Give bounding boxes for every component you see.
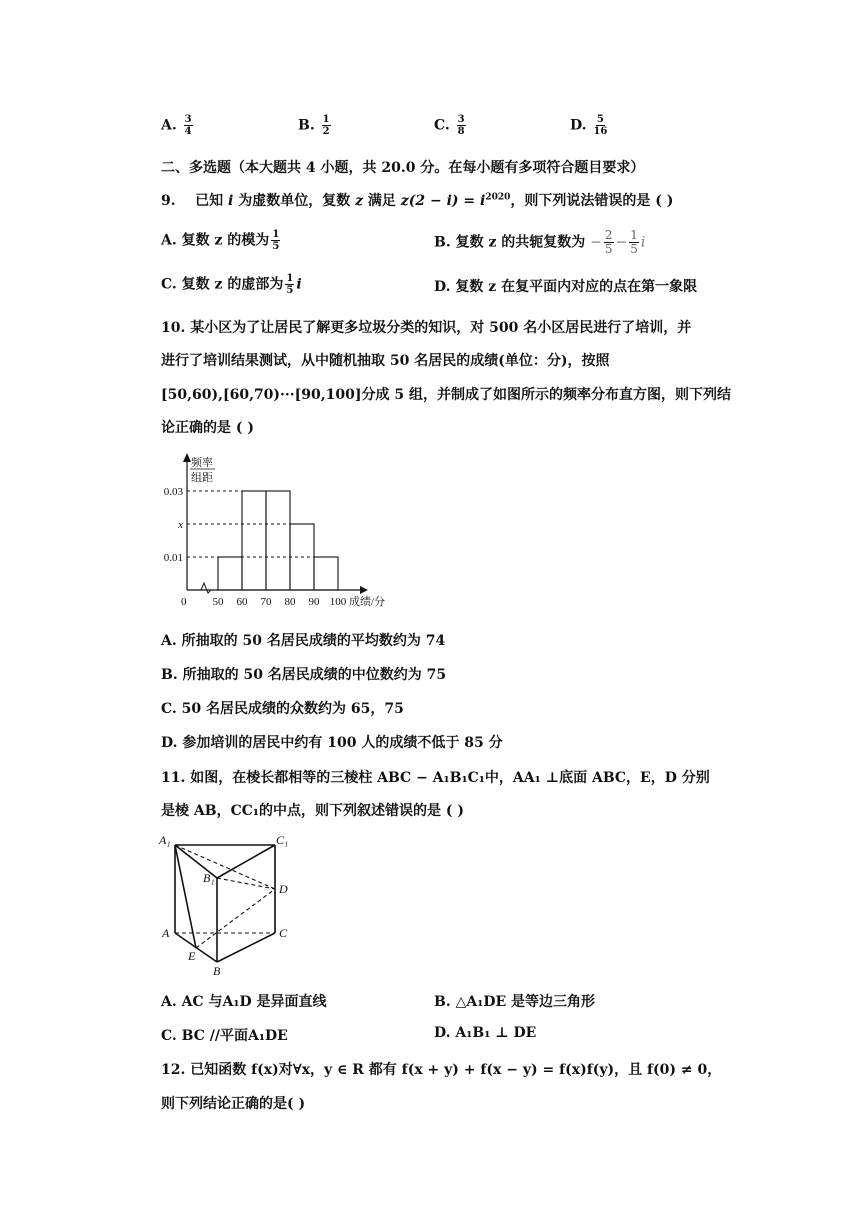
q11-option-c: C. BC //平面A₁DE xyxy=(161,1028,288,1044)
q11-option-b: B. △A₁DE 是等边三角形 xyxy=(434,994,596,1010)
q8-option-b: B. $\frac{1}{2}$ xyxy=(298,114,330,137)
label-b1: B₁ xyxy=(203,871,215,885)
x-tick-label: 60 xyxy=(236,596,248,608)
x-axis-label: 成绩/分 xyxy=(349,596,386,608)
q12-line-1: 12. 已知函数 f(x)对∀x，y ∈ R 都有 f(x + y) + f(x − y) = f(x)f(y)，且 f(0) ≠ 0， xyxy=(161,1062,722,1078)
x-tick-label: 80 xyxy=(284,596,296,608)
q11-option-a: A. AC 与A₁D 是异面直线 xyxy=(161,994,327,1010)
label-e: E xyxy=(188,949,196,963)
q8-option-c: C. $\frac{3}{8}$ xyxy=(434,114,465,137)
y-label-denominator: 组距 xyxy=(191,472,213,484)
q10-option-b: B. 所抽取的 50 名居民成绩的中位数约为 75 xyxy=(161,667,447,683)
x-tick-label: 70 xyxy=(260,596,272,608)
edge-b1c1 xyxy=(217,845,275,878)
q10-line-3: [50,60),[60,70)···[90,100]分成 5 组，并制成了如图所示的频率分布直方图，则下列结 xyxy=(161,387,731,403)
histogram-bar xyxy=(314,557,338,590)
label-c: C xyxy=(279,926,288,940)
q8-option-b-fraction: $\frac{1}{2}$ xyxy=(322,114,330,137)
q9-option-c: C. 复数 z 的虚部为 $\frac{1}{5}$ i xyxy=(161,273,302,296)
q10-option-a: A. 所抽取的 50 名居民成绩的平均数约为 74 xyxy=(161,633,446,649)
section-heading: 二、多选题（本大题共 4 小题，共 20.0 分。在每小题有多项符合题目要求） xyxy=(161,160,645,176)
x-tick-label: 50 xyxy=(212,596,224,608)
q8-option-a: A. $\frac{3}{4}$ xyxy=(161,114,192,137)
prism-figure xyxy=(155,830,305,978)
q10-line-1: 10. 某小区为了让居民了解更多垃圾分类的知识，对 500 名小区居民进行了培训，并 xyxy=(161,320,692,336)
q10-option-c: C. 50 名居民成绩的众数约为 65，75 xyxy=(161,701,404,717)
q9-stem: 9. 已知 i 为虚数单位，复数 z 满足 $z(2 - i) = i^{2020}$，则下列说法错误的是 ( ) xyxy=(161,192,674,209)
dashed-b1d xyxy=(217,878,275,889)
x-tick-label: 90 xyxy=(308,596,320,608)
q8-option-a-fraction: $\frac{3}{4}$ xyxy=(184,114,192,137)
dashed-a1d xyxy=(175,845,275,889)
label-d: D xyxy=(279,882,288,896)
q9-option-b: B. 复数 z 的共轭复数为 − $\frac{2}{5}$ − $\frac{1}{5}$ i xyxy=(434,228,646,256)
q12-line-2: 则下列结论正确的是( ) xyxy=(161,1096,306,1112)
histogram-bar xyxy=(266,491,290,590)
y-tick-label: x xyxy=(178,519,183,531)
label-b: B xyxy=(213,964,221,978)
q11-line-2: 是棱 AB，CC₁的中点，则下列叙述错误的是 ( ) xyxy=(161,803,464,819)
histogram-bar xyxy=(242,491,266,590)
y-label-numerator: 频率 xyxy=(191,457,213,469)
q9-option-a: A. 复数 z 的模为 $\frac{1}{5}$ xyxy=(161,229,280,252)
histogram-bar xyxy=(218,557,242,590)
q10-line-4: 论正确的是 ( ) xyxy=(161,420,254,436)
q11-option-d: D. A₁B₁ ⊥ DE xyxy=(434,1025,537,1041)
q10-option-d: D. 参加培训的居民中约有 100 人的成绩不低于 85 分 xyxy=(161,735,503,751)
q8-option-d: D. $\frac{5}{16}$ xyxy=(570,114,608,137)
y-tick-label: 0.03 xyxy=(163,486,183,498)
label-c1: C₁ xyxy=(276,833,289,847)
label-a: A xyxy=(162,926,170,940)
frequency-histogram xyxy=(160,450,400,610)
label-a1: A₁ xyxy=(159,833,171,847)
y-axis-arrow xyxy=(183,453,191,462)
q9-option-d: D. 复数 z 在复平面内对应的点在第一象限 xyxy=(434,279,698,295)
q8-option-d-fraction: $\frac{5}{16}$ xyxy=(593,114,608,137)
q8-option-c-fraction: $\frac{3}{8}$ xyxy=(457,114,465,137)
q10-line-2: 进行了培训结果测试，从中随机抽取 50 名居民的成绩(单位：分)，按照 xyxy=(161,353,610,369)
x-axis-arrow xyxy=(360,586,368,594)
edge-bc xyxy=(217,933,275,962)
q11-line-1: 11. 如图，在棱长都相等的三棱柱 ABC − A₁B₁C₁中，AA₁ ⊥底面 ABC，E，D 分别 xyxy=(161,770,710,786)
y-tick-label: 0.01 xyxy=(163,552,183,564)
origin-label: 0 xyxy=(181,596,187,608)
axis-break xyxy=(201,583,211,593)
x-tick-label: 100 xyxy=(329,596,347,608)
